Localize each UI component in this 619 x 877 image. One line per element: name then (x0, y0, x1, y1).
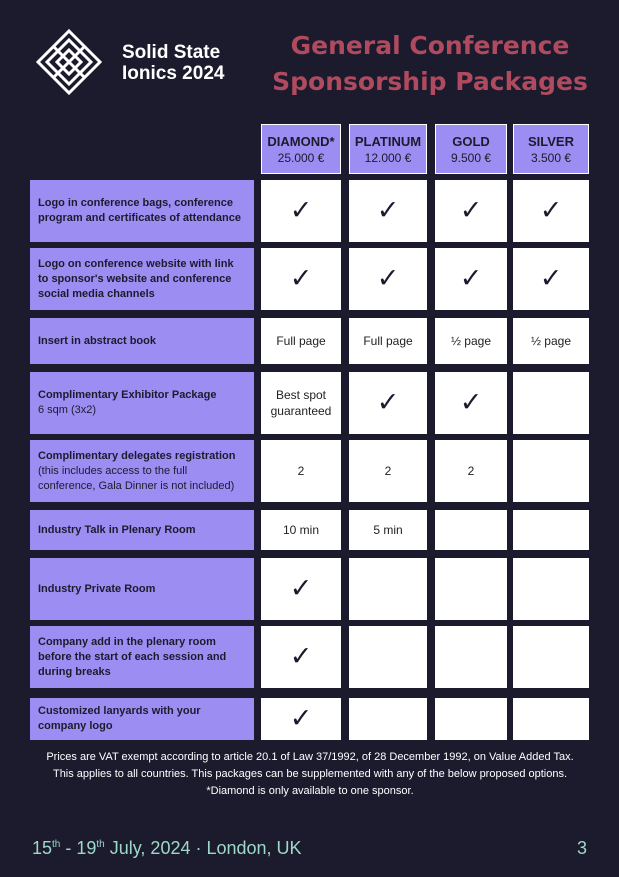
table-cell (435, 180, 507, 242)
package-name: PLATINUM (354, 134, 422, 149)
feature-label (30, 440, 254, 502)
feature-detail: 6 sqm (3x2) (38, 404, 97, 416)
feature-detail: (this includes access to the full conference, Gala Dinner is not included) (38, 464, 235, 492)
event-date (32, 838, 302, 859)
feature-label (30, 698, 254, 740)
package-price: 9.500 € (450, 151, 492, 165)
feature-title: Industry Talk in Plenary Room (38, 523, 196, 536)
table-cell (261, 558, 341, 620)
table-cell (513, 180, 589, 242)
cell-value: Best spot guaranteed (270, 388, 332, 418)
table-cell (349, 318, 427, 364)
table-cell (435, 558, 507, 620)
table-cell (435, 440, 507, 502)
cell-value: 5 min (373, 523, 403, 537)
feature-label (30, 248, 254, 310)
checkmark-icon: ✓ (459, 387, 483, 418)
table-cell (261, 440, 341, 502)
feature-label (30, 510, 254, 550)
table-cell (349, 626, 427, 688)
table-cell (349, 698, 427, 740)
table-cell (513, 626, 589, 688)
package-price: 3.500 € (530, 151, 572, 165)
cell-value: Full page (363, 334, 413, 348)
table-cell (261, 698, 341, 740)
package-header (513, 124, 589, 174)
title-line-1: General Conference (290, 31, 570, 60)
table-cell (349, 248, 427, 310)
feature-label (30, 180, 254, 242)
feature-title: Insert in abstract book (38, 334, 156, 347)
brand-line-2: Ionics 2024 (122, 63, 225, 84)
table-cell (513, 372, 589, 434)
checkmark-icon: ✓ (459, 263, 483, 294)
cell-value: 2 (297, 464, 305, 478)
table-cell (349, 440, 427, 502)
checkmark-icon: ✓ (376, 263, 400, 294)
footnote: Prices are VAT exempt according to article 20.1 of Law 37/1992, of 28 December 1992, on Value Added Tax. This applies to all countries. This packages can be supplemented with any of the below proposed options. *Diamond is only available to one sponsor. (46, 751, 574, 797)
checkmark-icon: ✓ (459, 195, 483, 226)
page-title (270, 28, 590, 100)
checkmark-icon: ✓ (539, 195, 563, 226)
cell-value: ½ page (450, 334, 492, 348)
cell-value: ½ page (530, 334, 572, 348)
date-start-day: 15 (32, 838, 53, 858)
feature-title: Complimentary Exhibitor Package (38, 389, 217, 401)
date-rest: July, 2024 · London, UK (104, 838, 302, 858)
feature-label (30, 626, 254, 688)
package-header (435, 124, 507, 174)
table-cell (261, 248, 341, 310)
package-price: 25.000 € (277, 151, 325, 165)
table-cell (513, 440, 589, 502)
table-cell (261, 626, 341, 688)
table-cell (513, 558, 589, 620)
cell-value: Full page (276, 334, 326, 348)
cell-value: 2 (467, 464, 475, 478)
package-name: DIAMOND* (267, 134, 335, 149)
checkmark-icon: ✓ (289, 195, 313, 226)
checkmark-icon: ✓ (289, 263, 313, 294)
table-cell (513, 698, 589, 740)
package-name: SILVER (528, 134, 574, 149)
checkmark-icon: ✓ (539, 263, 563, 294)
feature-title: Logo on conference website with link to sponsor's website and conference social media channels (38, 257, 234, 300)
feature-title: Logo in conference bags, conference program and certificates of attendance (38, 197, 241, 224)
brand-name (122, 42, 224, 84)
page-number: 3 (577, 838, 588, 858)
package-name: GOLD (452, 134, 490, 149)
checkmark-icon: ✓ (289, 573, 313, 604)
table-cell (435, 510, 507, 550)
table-cell (261, 180, 341, 242)
checkmark-icon: ✓ (376, 387, 400, 418)
feature-title: Company add in the plenary room before the start of each session and during breaks (38, 635, 227, 678)
cell-value: 10 min (282, 523, 320, 537)
checkmark-icon: ✓ (376, 195, 400, 226)
feature-label (30, 558, 254, 620)
cell-value: 2 (384, 464, 392, 478)
feature-label (30, 318, 254, 364)
table-cell (349, 180, 427, 242)
table-cell (435, 626, 507, 688)
brand-line-1: Solid State (122, 42, 221, 63)
checkmark-icon: ✓ (289, 703, 313, 734)
feature-title: Industry Private Room (38, 582, 156, 595)
table-cell (261, 318, 341, 364)
checkmark-icon: ✓ (289, 641, 313, 672)
table-cell (513, 510, 589, 550)
table-cell (435, 698, 507, 740)
date-start-suffix: th (52, 839, 61, 850)
table-cell (513, 318, 589, 364)
table-cell (261, 510, 341, 550)
package-header (261, 124, 341, 174)
table-cell (261, 372, 341, 434)
table-cell (435, 372, 507, 434)
table-cell (513, 248, 589, 310)
feature-title: Complimentary delegates registration (38, 449, 236, 462)
date-end-day: - 19 (60, 838, 97, 858)
table-cell (349, 372, 427, 434)
title-line-2: Sponsorship Packages (272, 67, 588, 96)
package-price: 12.000 € (364, 151, 412, 165)
table-cell (435, 318, 507, 364)
table-cell (435, 248, 507, 310)
diamond-logo-icon (35, 28, 103, 96)
date-end-suffix: th (96, 839, 105, 850)
feature-title: Customized lanyards with your company logo (38, 705, 201, 732)
package-header (349, 124, 427, 174)
table-cell (349, 510, 427, 550)
feature-label (30, 372, 254, 434)
table-cell (349, 558, 427, 620)
